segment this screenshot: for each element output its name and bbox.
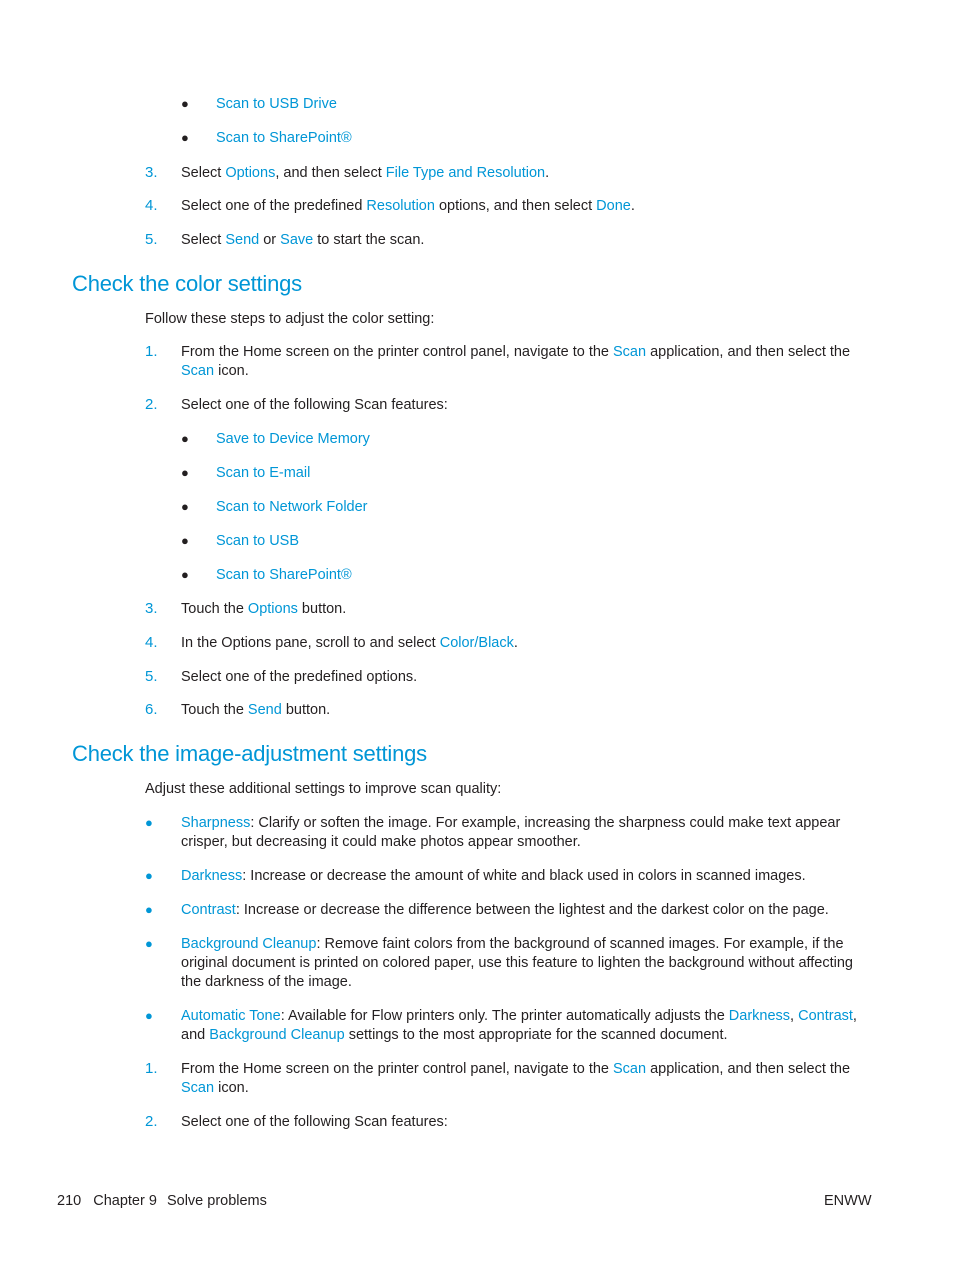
color-intro: Follow these steps to adjust the color setting: [145,311,435,327]
scan-icon-link[interactable]: Scan [181,1080,215,1096]
bullet-icon: ● [181,499,189,514]
options-link[interactable]: Options [225,165,276,181]
scan-to-usb-link[interactable]: Scan to USB [216,533,300,549]
step-number: 2. [145,396,158,413]
file-type-resolution-link[interactable]: File Type and Resolution [385,165,546,181]
background-cleanup-link[interactable]: Background Cleanup [181,936,317,952]
contrast-link[interactable]: Contrast [181,902,236,918]
background-cleanup-item-continued: the darkness of the image. [181,974,352,990]
step-number: 5. [145,231,158,248]
image-adjustment-heading: Check the image-adjustment settings [72,741,427,766]
bullet-icon: ● [181,431,189,446]
step-number: 1. [145,1060,158,1077]
step-text: Touch the Options button. [181,601,347,617]
bullet-icon: ● [145,902,153,917]
footer-locale: ENWW [824,1193,872,1209]
bullet-icon: ● [181,130,189,145]
send-link[interactable]: Send [247,702,282,718]
send-link[interactable]: Send [225,232,260,248]
contrast-link[interactable]: Contrast [798,1008,853,1024]
step-text: From the Home screen on the printer control panel, navigate to the Scan application, and then select the [181,344,851,360]
save-to-device-memory-link[interactable]: Save to Device Memory [216,431,370,447]
step-text: Touch the Send button. [181,702,331,718]
contrast-item: Contrast: Increase or decrease the difference between the lightest and the darkest color on the page. [181,902,829,918]
step-number: 3. [145,600,158,617]
scan-to-sharepoint-link[interactable]: Scan to SharePoint® [216,567,352,583]
options-link[interactable]: Options [247,601,298,617]
step-number: 3. [145,164,158,181]
bullet-icon: ● [181,567,189,582]
done-link[interactable]: Done [596,198,631,214]
bullet-icon: ● [145,936,153,951]
scan-to-sharepoint-link[interactable]: Scan to SharePoint® [216,130,352,146]
chapter-label: Chapter 9 [93,1193,157,1209]
step-number: 2. [145,1113,158,1130]
step-text: In the Options pane, scroll to and select Color/Black. [181,635,518,651]
step-text: From the Home screen on the printer control panel, navigate to the Scan application, and then select the [181,1061,851,1077]
image-intro: Adjust these additional settings to improve scan quality: [145,781,502,797]
scan-to-email-link[interactable]: Scan to E-mail [216,465,311,481]
color-settings-heading: Check the color settings [72,271,302,296]
bullet-icon: ● [145,815,153,830]
step-text-continued: Scan icon. [181,1080,249,1096]
scan-to-network-folder-link[interactable]: Scan to Network Folder [216,499,368,515]
automatic-tone-link[interactable]: Automatic Tone [181,1008,281,1024]
bullet-icon: ● [145,1008,153,1023]
bullet-icon: ● [181,96,189,111]
bullet-icon: ● [181,533,189,548]
bullet-icon: ● [145,868,153,883]
step-text-continued: Scan icon. [181,363,249,379]
step-text: Select one of the following Scan features: [181,397,448,413]
page-footer [57,1193,267,1209]
bullet-icon: ● [181,465,189,480]
resolution-link[interactable]: Resolution [366,198,435,214]
automatic-tone-item-continued: and Background Cleanup settings to the most appropriate for the scanned document. [181,1027,728,1043]
darkness-item: Darkness: Increase or decrease the amount of white and black used in colors in scanned images. [181,868,806,884]
step-text: Select Options, and then select File Type and Resolution. [181,165,550,181]
background-cleanup-item: Background Cleanup: Remove faint colors from the background of scanned images. For example, if the [181,936,844,952]
automatic-tone-item: Automatic Tone: Available for Flow printers only. The printer automatically adjusts the Darkness, Contrast, [181,1008,857,1024]
sharpness-link[interactable]: Sharpness [181,815,251,831]
scan-link[interactable]: Scan [613,344,647,360]
background-cleanup-link[interactable]: Background Cleanup [209,1027,345,1043]
scan-to-usb-drive-link[interactable]: Scan to USB Drive [216,96,337,112]
step-text: Select one of the predefined options. [181,669,418,685]
scan-link[interactable]: Scan [613,1061,647,1077]
step-number: 4. [145,197,158,214]
page-number: 210 [57,1193,82,1209]
darkness-link[interactable]: Darkness [728,1008,791,1024]
background-cleanup-item-continued: original document is printed on colored paper, use this feature to lighten the background without affecting [181,955,853,971]
step-number: 5. [145,668,158,685]
step-number: 6. [145,701,158,718]
step-text: Select one of the predefined Resolution options, and then select Done. [181,198,635,214]
chapter-title: Solve problems [166,1193,267,1209]
darkness-link[interactable]: Darkness [181,868,243,884]
color-black-link[interactable]: Color/Black [439,635,514,651]
sharpness-item: Sharpness: Clarify or soften the image. For example, increasing the sharpness could make text appear [181,815,841,831]
step-number: 1. [145,343,158,360]
step-text: Select one of the following Scan features: [181,1114,448,1130]
save-link[interactable]: Save [280,232,314,248]
sharpness-item-continued: crisper, but decreasing it could make photos appear smoother. [181,834,581,850]
step-text: Select Send or Save to start the scan. [181,232,425,248]
scan-icon-link[interactable]: Scan [181,363,215,379]
step-number: 4. [145,634,158,651]
